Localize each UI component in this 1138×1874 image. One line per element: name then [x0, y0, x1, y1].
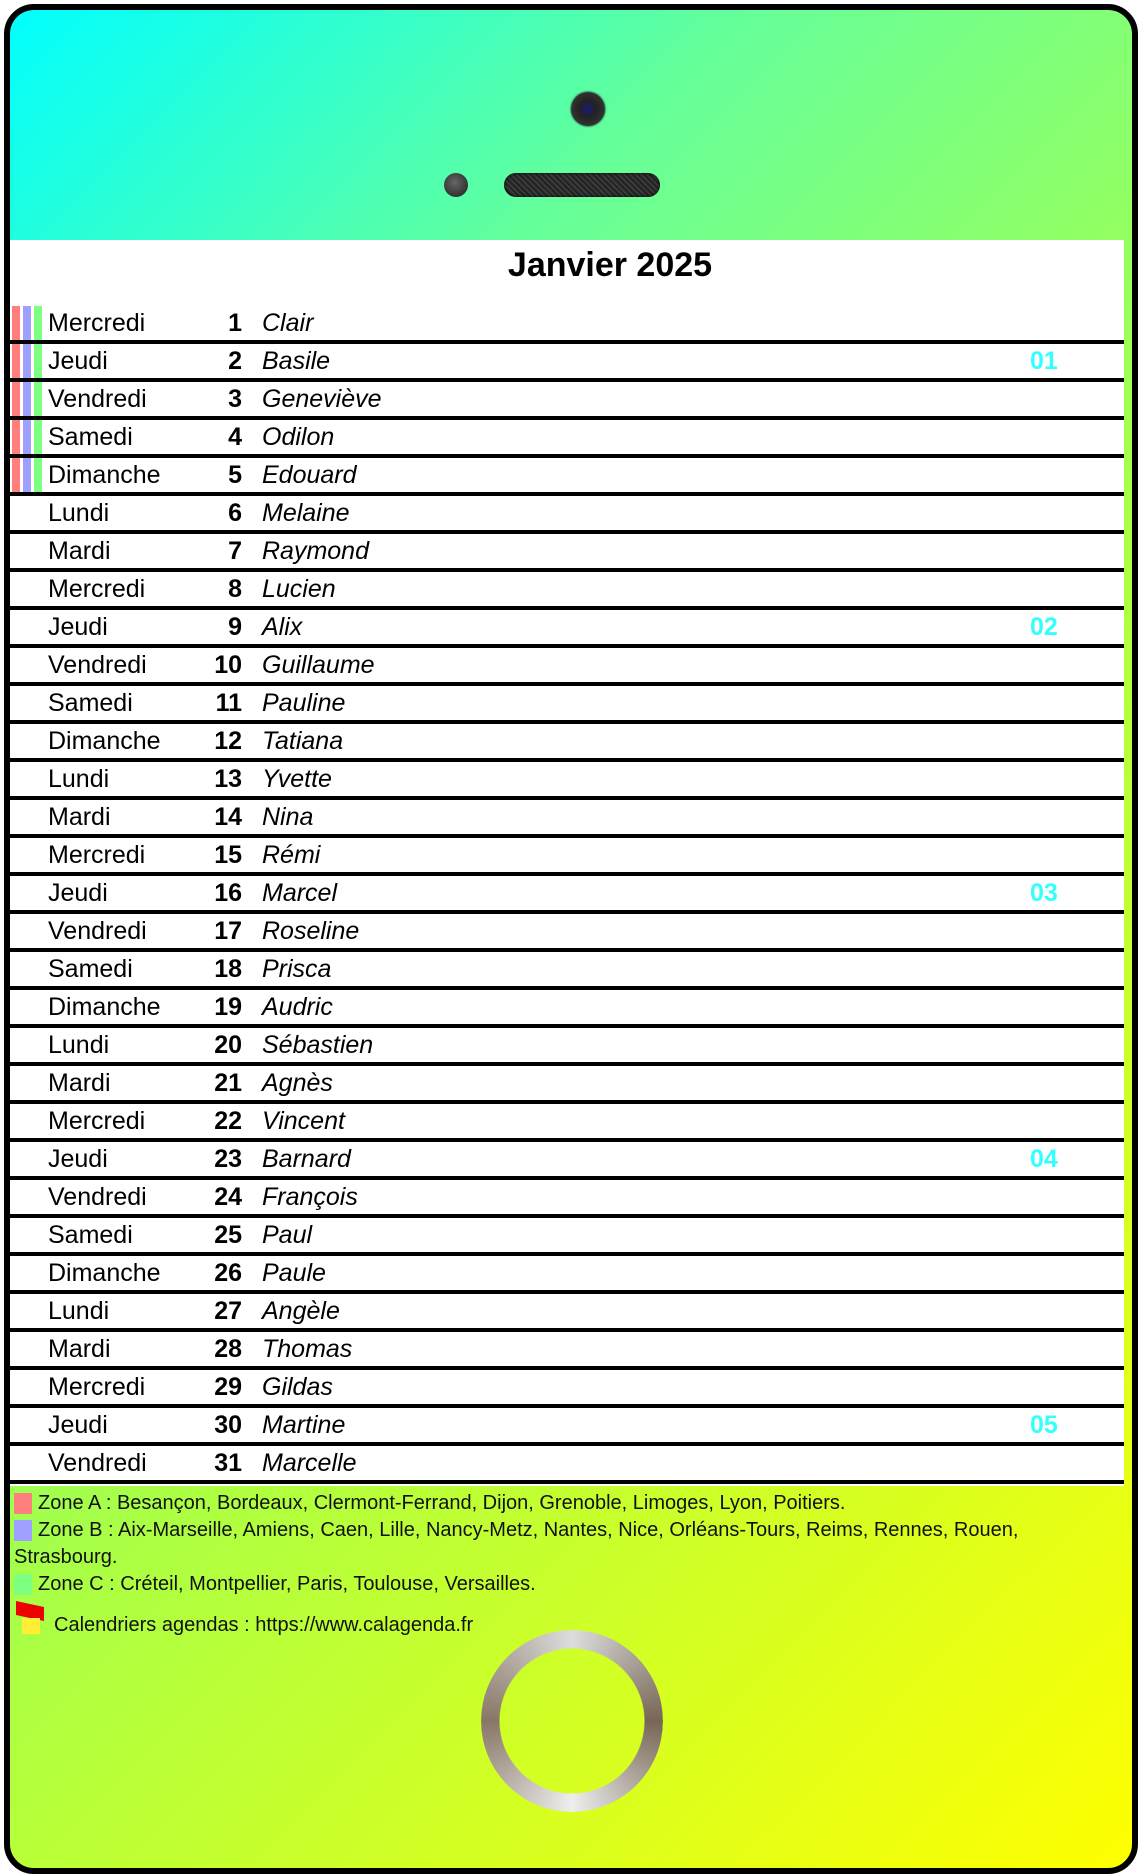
zone-c-marker: [34, 382, 42, 416]
day-number: 11: [215, 689, 242, 717]
day-number: 25: [214, 1221, 242, 1249]
zone-c-marker: [34, 458, 42, 492]
day-row: [10, 648, 1124, 686]
school-holiday-markers: [12, 420, 46, 454]
day-number: 8: [228, 575, 242, 603]
day-name: Lundi: [48, 499, 110, 527]
day-name: Vendredi: [48, 385, 147, 413]
day-name: Lundi: [48, 1297, 110, 1325]
week-number: 03: [1030, 879, 1058, 907]
day-name: Samedi: [48, 423, 133, 451]
day-row: [10, 1066, 1124, 1104]
day-number: 27: [214, 1297, 242, 1325]
week-number: 02: [1030, 613, 1058, 641]
day-number: 15: [214, 841, 242, 869]
saint-name: François: [262, 1183, 358, 1211]
day-number: 1: [228, 309, 242, 337]
zone-a-text: Zone A : Besançon, Bordeaux, Clermont-Ferrand, Dijon, Grenoble, Limoges, Lyon, Poitiers.: [38, 1492, 846, 1514]
day-name: Mercredi: [48, 841, 146, 869]
day-name: Mardi: [48, 1069, 111, 1097]
day-name: Jeudi: [48, 613, 108, 641]
day-row: [10, 762, 1124, 800]
school-holiday-markers: [12, 382, 46, 416]
saint-name: Yvette: [262, 765, 332, 793]
day-row: [10, 1256, 1124, 1294]
zone-a-marker: [12, 458, 20, 492]
zone-a-marker: [12, 344, 20, 378]
calagenda-logo-icon: [16, 1604, 44, 1636]
saint-name: Gildas: [262, 1373, 333, 1401]
day-number: 9: [228, 613, 242, 641]
zone-b-marker: [23, 344, 31, 378]
day-name: Lundi: [48, 1031, 110, 1059]
day-row: [10, 1370, 1124, 1408]
day-number: 18: [214, 955, 242, 983]
saint-name: Odilon: [262, 423, 335, 451]
day-name: Mardi: [48, 1335, 111, 1363]
saint-name: Geneviève: [262, 385, 382, 413]
day-row: [10, 838, 1124, 876]
saint-name: Tatiana: [262, 727, 344, 755]
day-number: 13: [214, 765, 242, 793]
day-number: 3: [228, 385, 242, 413]
day-number: 20: [214, 1031, 242, 1059]
home-button[interactable]: [481, 1630, 663, 1812]
saint-name: Paul: [262, 1221, 313, 1249]
day-number: 17: [214, 917, 242, 945]
day-name: Dimanche: [48, 727, 161, 755]
day-row: [10, 1446, 1124, 1484]
day-number: 14: [214, 803, 242, 831]
saint-name: Thomas: [262, 1335, 353, 1363]
saint-name: Clair: [262, 309, 314, 337]
day-number: 28: [214, 1335, 242, 1363]
saint-name: Paule: [262, 1259, 326, 1287]
day-list: [10, 306, 1124, 1484]
day-row: [10, 724, 1124, 762]
day-number: 19: [214, 993, 242, 1021]
saint-name: Sébastien: [262, 1031, 374, 1059]
saint-name: Barnard: [262, 1145, 351, 1173]
saint-name: Lucien: [262, 575, 336, 603]
saint-name: Edouard: [262, 461, 357, 489]
saint-name: Rémi: [262, 841, 321, 869]
day-row: [10, 534, 1124, 572]
day-row: [10, 610, 1124, 648]
day-name: Lundi: [48, 765, 110, 793]
day-number: 2: [228, 347, 242, 375]
page-title: Janvier 2025: [507, 246, 713, 284]
day-row: [10, 420, 1124, 458]
day-row: [10, 914, 1124, 952]
zone-c-swatch: [14, 1574, 32, 1595]
saint-name: Marcelle: [262, 1449, 357, 1477]
day-name: Mardi: [48, 537, 111, 565]
day-name: Jeudi: [48, 879, 108, 907]
site-link[interactable]: Calendriers agendas : https://www.calagenda.fr: [54, 1614, 474, 1636]
day-name: Mercredi: [48, 1373, 146, 1401]
saint-name: Nina: [262, 803, 314, 831]
day-row: [10, 1104, 1124, 1142]
zone-c-marker: [34, 306, 42, 340]
day-name: Samedi: [48, 955, 133, 983]
saint-name: Angèle: [262, 1297, 340, 1325]
day-row: [10, 306, 1124, 344]
saint-name: Audric: [262, 993, 333, 1021]
school-holiday-markers: [12, 458, 46, 492]
week-number: 01: [1030, 347, 1058, 375]
saint-name: Raymond: [262, 537, 369, 565]
day-number: 10: [214, 651, 242, 679]
day-row: [10, 686, 1124, 724]
day-number: 30: [214, 1411, 242, 1439]
day-name: Dimanche: [48, 1259, 161, 1287]
zone-b-marker: [23, 458, 31, 492]
zone-a-marker: [12, 420, 20, 454]
school-holiday-markers: [12, 306, 46, 340]
day-number: 21: [214, 1069, 242, 1097]
zone-b-legend: [14, 1517, 1124, 1571]
sensor-icon: [444, 173, 468, 197]
day-name: Samedi: [48, 689, 133, 717]
day-number: 6: [228, 499, 242, 527]
day-name: Jeudi: [48, 1411, 108, 1439]
phone-frame: [4, 4, 1138, 1874]
saint-name: Agnès: [262, 1069, 333, 1097]
saint-name: Roseline: [262, 917, 360, 945]
day-name: Vendredi: [48, 1449, 147, 1477]
day-row: [10, 1294, 1124, 1332]
day-name: Mercredi: [48, 1107, 146, 1135]
day-row: [10, 952, 1124, 990]
school-holiday-markers: [12, 344, 46, 378]
zone-b-marker: [23, 306, 31, 340]
day-number: 22: [214, 1107, 242, 1135]
zone-c-marker: [34, 344, 42, 378]
day-number: 24: [214, 1183, 242, 1211]
saint-name: Marcel: [262, 879, 338, 907]
zone-a-legend: [14, 1490, 1124, 1517]
day-row: [10, 876, 1124, 914]
day-row: [10, 990, 1124, 1028]
day-row: [10, 1142, 1124, 1180]
week-number: 05: [1030, 1411, 1058, 1439]
day-number: 31: [214, 1449, 242, 1477]
day-row: [10, 458, 1124, 496]
zone-c-marker: [34, 420, 42, 454]
zone-legend: [14, 1490, 1124, 1639]
day-name: Vendredi: [48, 1183, 147, 1211]
zone-b-swatch: [14, 1520, 32, 1541]
saint-name: Guillaume: [262, 651, 375, 679]
day-name: Dimanche: [48, 461, 161, 489]
day-row: [10, 496, 1124, 534]
zone-a-swatch: [14, 1493, 32, 1514]
day-name: Mercredi: [48, 575, 146, 603]
saint-name: Basile: [262, 347, 331, 375]
saint-name: Pauline: [262, 689, 346, 717]
zone-c-text: Zone C : Créteil, Montpellier, Paris, Toulouse, Versailles.: [38, 1573, 536, 1595]
saint-name: Alix: [262, 613, 303, 641]
day-name: Samedi: [48, 1221, 133, 1249]
saint-name: Vincent: [262, 1107, 345, 1135]
zone-c-legend: [14, 1571, 1124, 1598]
day-name: Vendredi: [48, 917, 147, 945]
day-number: 5: [228, 461, 242, 489]
zone-b-text: Zone B : Aix-Marseille, Amiens, Caen, Lille, Nancy-Metz, Nantes, Nice, Orléans-Tours, Reims, Rennes, Rouen, Strasbourg.: [14, 1519, 1019, 1568]
day-number: 12: [214, 727, 242, 755]
saint-name: Prisca: [262, 955, 332, 983]
day-row: [10, 1028, 1124, 1066]
day-row: [10, 1218, 1124, 1256]
day-name: Dimanche: [48, 993, 161, 1021]
zone-b-marker: [23, 382, 31, 416]
day-name: Vendredi: [48, 651, 147, 679]
day-row: [10, 572, 1124, 610]
zone-a-marker: [12, 306, 20, 340]
day-row: [10, 800, 1124, 838]
day-number: 29: [214, 1373, 242, 1401]
week-number: 04: [1030, 1145, 1058, 1173]
speaker-grille: [504, 173, 660, 197]
day-row: [10, 1332, 1124, 1370]
camera-icon: [571, 92, 605, 126]
day-number: 26: [214, 1259, 242, 1287]
saint-name: Martine: [262, 1411, 346, 1439]
zone-a-marker: [12, 382, 20, 416]
day-name: Jeudi: [48, 1145, 108, 1173]
day-name: Jeudi: [48, 347, 108, 375]
day-number: 4: [228, 423, 242, 451]
day-number: 7: [228, 537, 242, 565]
calendar-sheet: [10, 240, 1124, 1486]
day-name: Mercredi: [48, 309, 146, 337]
day-row: [10, 344, 1124, 382]
day-number: 16: [214, 879, 242, 907]
day-name: Mardi: [48, 803, 111, 831]
day-number: 23: [214, 1145, 242, 1173]
zone-b-marker: [23, 420, 31, 454]
day-row: [10, 382, 1124, 420]
day-row: [10, 1180, 1124, 1218]
day-row: [10, 1408, 1124, 1446]
saint-name: Melaine: [262, 499, 350, 527]
